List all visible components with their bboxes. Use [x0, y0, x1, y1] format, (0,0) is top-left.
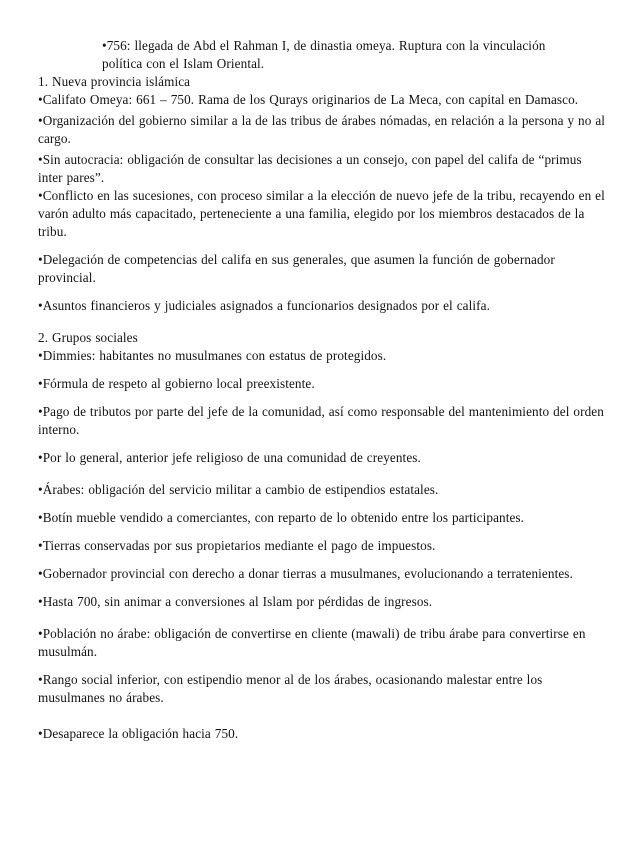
- bullet-paragraph: [38, 537, 608, 555]
- bullet-text: Fórmula de respeto al gobierno local preexistente.: [42, 376, 315, 391]
- bullet-paragraph: [38, 509, 608, 527]
- bullet-paragraph: [38, 593, 608, 611]
- bullet-marker: •: [38, 594, 43, 609]
- bullet-paragraph: [38, 449, 608, 467]
- intro-bullet-paragraph: [102, 37, 586, 73]
- bullet-text: Dimmies: habitantes no musulmanes con estatus de protegidos.: [42, 348, 387, 363]
- bullet-text: Tierras conservadas por sus propietarios mediante el pago de impuestos.: [42, 538, 436, 553]
- bullet-text: Pago de tributos por parte del jefe de la comunidad, así como responsable del mantenimiento del orden interno.: [38, 404, 604, 437]
- bullet-marker: •: [38, 348, 43, 363]
- bullet-text: Por lo general, anterior jefe religioso de una comunidad de creyentes.: [42, 450, 421, 465]
- bullet-paragraph: [38, 625, 608, 661]
- bullet-marker: •: [38, 404, 43, 419]
- bullet-paragraph: [38, 297, 608, 315]
- bullet-marker: •: [38, 450, 43, 465]
- bullet-marker: •: [38, 672, 43, 687]
- bullet-marker: •: [38, 538, 43, 553]
- bullet-marker: •: [38, 92, 43, 107]
- bullet-paragraph: [38, 187, 608, 241]
- bullet-marker: •: [38, 726, 43, 741]
- bullet-paragraph: [38, 671, 608, 707]
- section-2-heading: 2. Grupos sociales: [38, 330, 138, 345]
- bullet-marker: •: [38, 482, 43, 497]
- bullet-text: Asuntos financieros y judiciales asignados a funcionarios designados por el califa.: [42, 298, 490, 313]
- bullet-marker: •: [38, 298, 43, 313]
- bullet-marker: •: [38, 152, 43, 167]
- bullet-marker: •: [38, 252, 43, 267]
- bullet-marker: •: [38, 376, 43, 391]
- bullet-paragraph: [38, 725, 608, 743]
- bullet-text: Gobernador provincial con derecho a donar tierras a musulmanes, evolucionando a terratenientes.: [42, 566, 573, 581]
- bullet-paragraph: [38, 375, 608, 393]
- bullet-paragraph: [38, 151, 608, 187]
- bullet-text: Califato Omeya: 661 – 750. Rama de los Qurays originarios de La Meca, con capital en Damasco.: [42, 92, 579, 107]
- bullet-text: Delegación de competencias del califa en sus generales, que asumen la función de gobernador provincial.: [38, 252, 555, 285]
- bullet-text: Conflicto en las sucesiones, con proceso similar a la elección de nuevo jefe de la tribu, recayendo en el varón adulto más capacitado, perteneciente a una familia, elegido por los miembros destacados de la tribu.: [38, 188, 605, 239]
- bullet-text: Población no árabe: obligación de convertirse en cliente (mawali) de tribu árabe para convertirse en musulmán.: [38, 626, 586, 659]
- bullet-text: Botín mueble vendido a comerciantes, con reparto de lo obtenido entre los participantes.: [42, 510, 525, 525]
- bullet-text: Desaparece la obligación hacia 750.: [42, 726, 239, 741]
- bullet-paragraph: [38, 481, 608, 499]
- bullet-paragraph: [38, 112, 608, 148]
- bullet-text: Hasta 700, sin animar a conversiones al Islam por pérdidas de ingresos.: [42, 594, 433, 609]
- bullet-marker: •: [38, 626, 43, 641]
- bullet-marker: •: [102, 38, 107, 53]
- bullet-marker: •: [38, 566, 43, 581]
- bullet-paragraph: [38, 347, 608, 365]
- bullet-marker: •: [38, 510, 43, 525]
- section-1-heading: 1. Nueva provincia islámica: [38, 74, 191, 89]
- bullet-paragraph: [38, 251, 608, 287]
- bullet-text: Rango social inferior, con estipendio menor al de los árabes, ocasionando malestar entre los musulmanes no árabes.: [38, 672, 543, 705]
- bullet-text: Organización del gobierno similar a la de las tribus de árabes nómadas, en relación a la persona y no al cargo.: [38, 113, 606, 146]
- bullet-marker: •: [38, 113, 43, 128]
- bullet-text: Sin autocracia: obligación de consultar las decisiones a un consejo, con papel del califa de “primus inter pares”.: [38, 152, 582, 185]
- bullet-paragraph: [38, 403, 608, 439]
- bullet-marker: •: [38, 188, 43, 203]
- intro-bullet-text: 756: llegada de Abd el Rahman I, de dinastia omeya. Ruptura con la vinculación política con el Islam Oriental.: [102, 38, 546, 71]
- bullet-paragraph: [38, 91, 608, 109]
- bullet-text: Árabes: obligación del servicio militar a cambio de estipendios estatales.: [42, 482, 439, 497]
- bullet-paragraph: [38, 565, 608, 583]
